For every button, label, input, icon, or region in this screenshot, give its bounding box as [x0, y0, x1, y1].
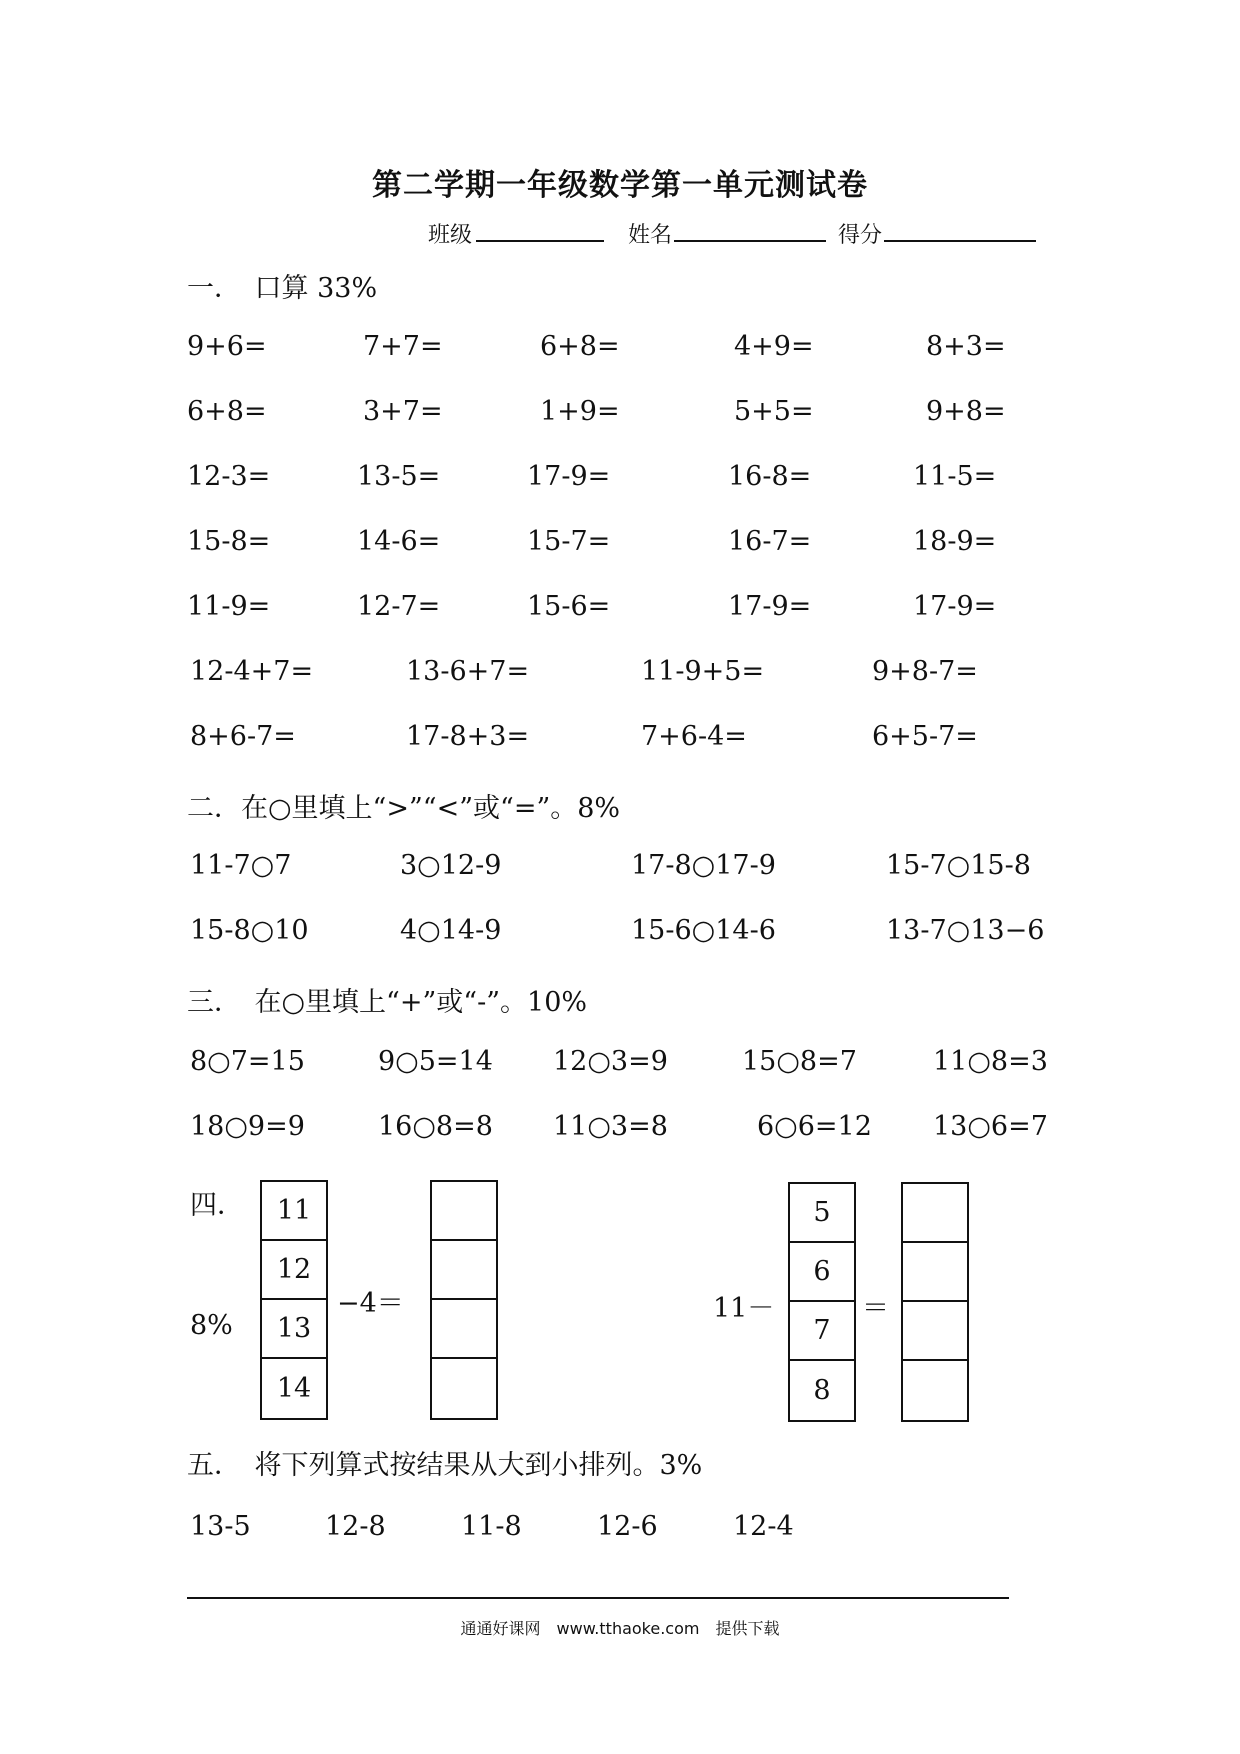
page-title: 第二学期一年级数学第一单元测试卷 [372, 168, 868, 203]
class-label: 班级 [428, 223, 473, 248]
problem: 17-9= [913, 591, 997, 622]
problem: 15-7= [527, 526, 611, 557]
answer-cell[interactable] [903, 1302, 967, 1361]
problem: 18-9= [913, 526, 997, 557]
problem: 6+5-7= [872, 721, 978, 752]
problem: 16○8=8 [378, 1111, 493, 1142]
name-label: 姓名 [628, 223, 673, 248]
problem: 7+7= [363, 331, 443, 362]
problem: 3○12-9 [400, 850, 502, 881]
answer-cell[interactable] [903, 1184, 967, 1243]
number-cell: 14 [276, 1373, 312, 1404]
problem: 13-6+7= [406, 656, 530, 687]
right-prefix: 11－ [713, 1293, 775, 1324]
section-5-heading: 五． 将下列算式按结果从大到小排列。3% [187, 1450, 703, 1481]
section-2-heading: 二．在○里填上“>”“<”或“=”。8% [187, 793, 621, 824]
footer-text: 通通好课网 www.tthaoke.com 提供下载 [460, 1619, 780, 1638]
number-cell: 7 [790, 1302, 854, 1361]
right-equals: ＝ [862, 1293, 889, 1324]
problem: 17-8○17-9 [631, 850, 776, 881]
number-cell: 5 [790, 1184, 854, 1243]
number-cell: 13 [262, 1300, 326, 1359]
problem: 15-7○15-8 [886, 850, 1031, 881]
left-answer-column [430, 1180, 498, 1420]
answer-cell[interactable] [432, 1300, 496, 1359]
problem: 12○3=9 [553, 1046, 668, 1077]
number-cell: 12 [262, 1241, 326, 1300]
problem: 11○3=8 [553, 1111, 668, 1142]
problem: 11-7○7 [190, 850, 292, 881]
section-4-heading: 四． [190, 1190, 244, 1221]
problem: 12-7= [357, 591, 441, 622]
problem: 15-8○10 [190, 915, 309, 946]
problem: 16-7= [728, 526, 812, 557]
problem: 15-6○14-6 [631, 915, 776, 946]
problem: 6○6=12 [757, 1111, 872, 1142]
problem: 13○6=7 [933, 1111, 1048, 1142]
problem: 4+9= [734, 331, 814, 362]
answer-cell[interactable] [432, 1182, 496, 1241]
problem: 3+7= [363, 396, 443, 427]
expression: 12-8 [325, 1511, 386, 1542]
problem: 18○9=9 [190, 1111, 305, 1142]
problem: 8+6-7= [190, 721, 296, 752]
number-cell: 6 [790, 1243, 854, 1302]
problem: 7+6-4= [641, 721, 747, 752]
left-operator: −4＝ [337, 1288, 404, 1319]
problem: 16-8= [728, 461, 812, 492]
problem: 8○7=15 [190, 1046, 305, 1077]
problem: 14-6= [357, 526, 441, 557]
right-answer-column [901, 1182, 969, 1422]
problem: 5+5= [734, 396, 814, 427]
problem: 17-9= [728, 591, 812, 622]
problem: 13-7○13−6 [886, 915, 1045, 946]
section-4-percent: 8% [190, 1310, 233, 1341]
problem: 8+3= [926, 331, 1006, 362]
answer-cell[interactable] [903, 1361, 967, 1420]
score-blank[interactable] [884, 240, 1036, 242]
answer-cell[interactable] [903, 1243, 967, 1302]
section-1-heading: 一． 口算 33% [187, 273, 378, 304]
problem: 9+6= [187, 331, 267, 362]
problem: 15-8= [187, 526, 271, 557]
problem: 11-5= [913, 461, 997, 492]
number-cell: 8 [813, 1375, 831, 1406]
problem: 15○8=7 [742, 1046, 857, 1077]
problem: 11-9= [187, 591, 271, 622]
problem: 6+8= [540, 331, 620, 362]
problem: 13-5= [357, 461, 441, 492]
problem: 11○8=3 [933, 1046, 1048, 1077]
problem: 15-6= [527, 591, 611, 622]
footer-divider [187, 1597, 1009, 1599]
expression: 13-5 [190, 1511, 251, 1542]
left-number-column [260, 1180, 328, 1420]
answer-cell[interactable] [432, 1241, 496, 1300]
problem: 9○5=14 [378, 1046, 493, 1077]
problem: 6+8= [187, 396, 267, 427]
problem: 17-9= [527, 461, 611, 492]
name-blank[interactable] [674, 240, 826, 242]
answer-cell[interactable] [432, 1359, 496, 1418]
problem: 9+8-7= [872, 656, 978, 687]
expression: 11-8 [461, 1511, 522, 1542]
number-cell: 11 [262, 1182, 326, 1241]
class-blank[interactable] [476, 240, 604, 242]
right-number-column [788, 1182, 856, 1422]
problem: 4○14-9 [400, 915, 502, 946]
problem: 17-8+3= [406, 721, 530, 752]
problem: 1+9= [540, 396, 620, 427]
expression: 12-6 [597, 1511, 658, 1542]
problem: 11-9+5= [641, 656, 765, 687]
problem: 12-3= [187, 461, 271, 492]
problem: 9+8= [926, 396, 1006, 427]
problem: 12-4+7= [190, 656, 314, 687]
section-3-heading: 三． 在○里填上“+”或“-”。10% [187, 987, 588, 1018]
expression: 12-4 [733, 1511, 794, 1542]
score-label: 得分 [838, 223, 883, 248]
